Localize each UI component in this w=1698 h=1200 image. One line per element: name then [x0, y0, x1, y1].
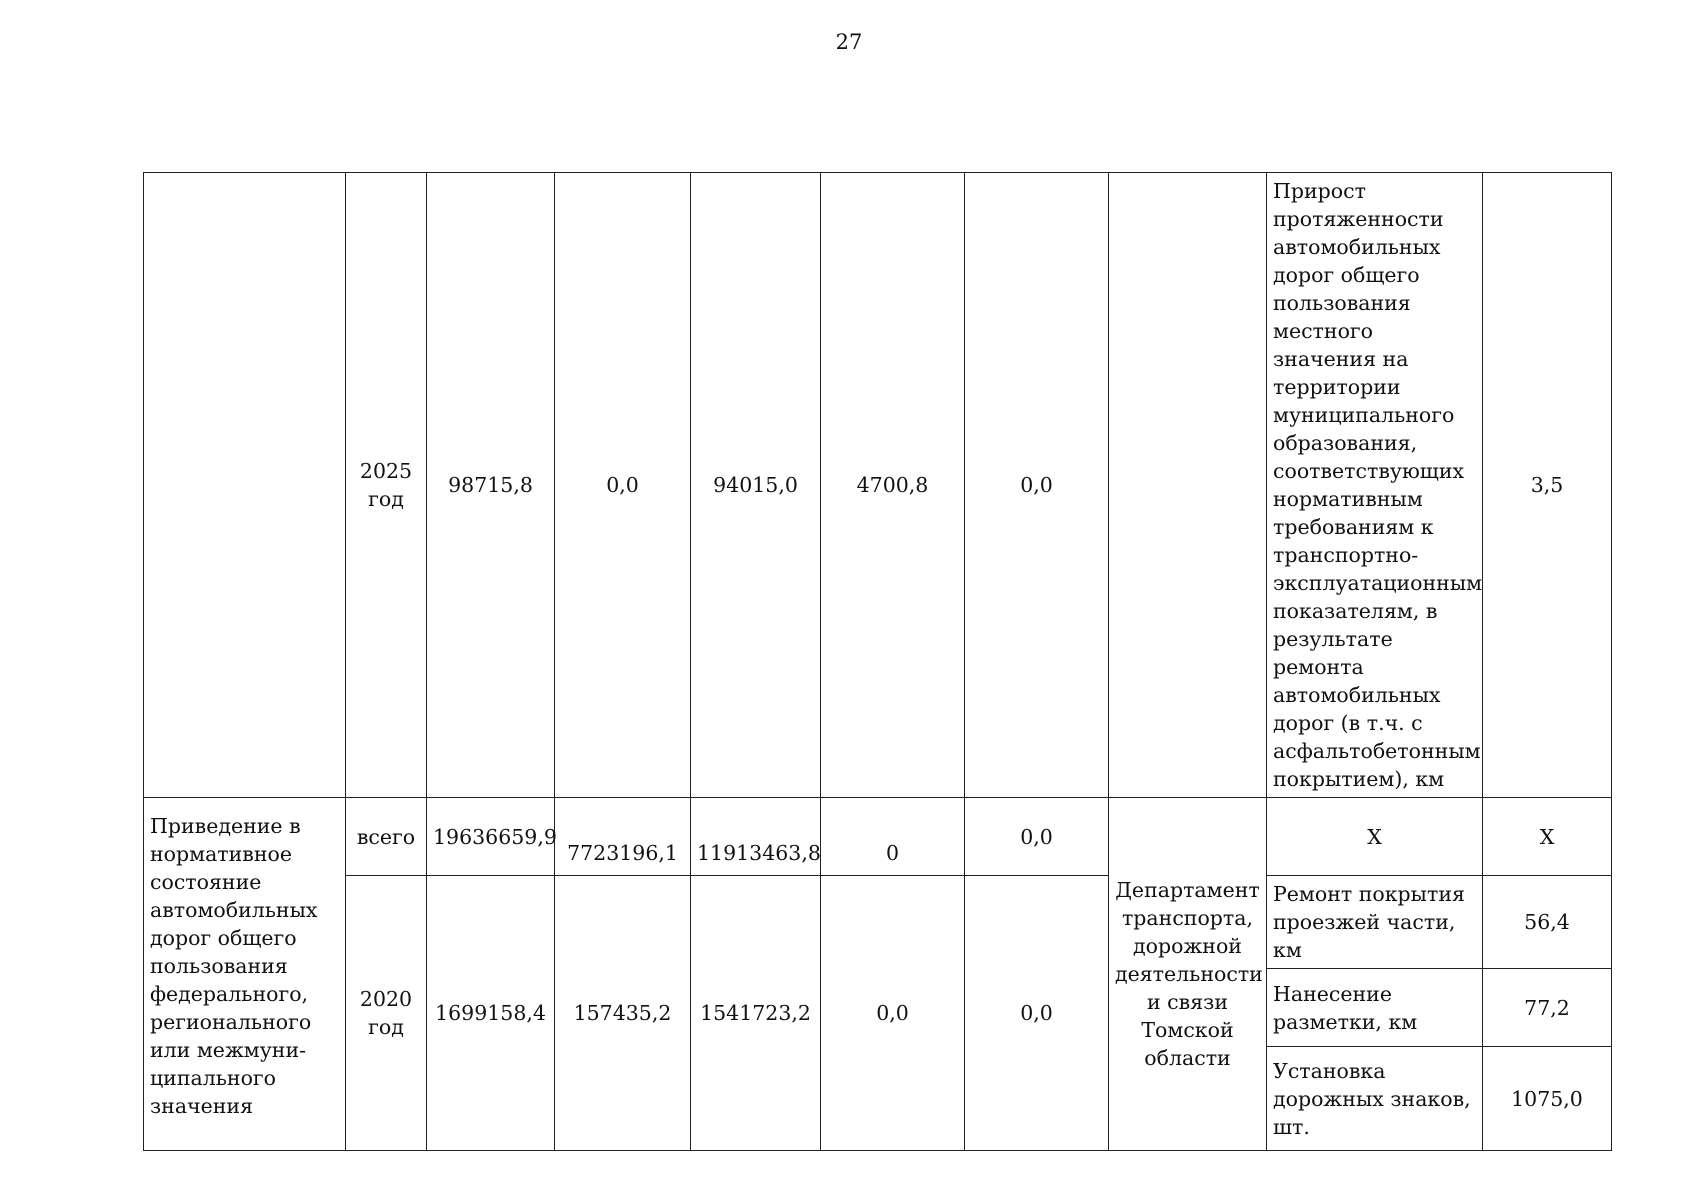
regional-budget-cell: 94015,0 [691, 173, 821, 798]
local-budget-cell: 0 [821, 798, 965, 876]
indicator-name-cell: Установка дорожных знаков, шт. [1267, 1047, 1483, 1151]
task-cell-empty [144, 173, 346, 798]
local-budget-cell: 4700,8 [821, 173, 965, 798]
other-sources-cell: 0,0 [965, 798, 1109, 876]
federal-budget-cell: 7723196,1 [555, 798, 691, 876]
page-number: 27 [835, 30, 863, 54]
federal-budget-cell: 0,0 [555, 173, 691, 798]
year-cell: 2025 год [346, 173, 427, 798]
table-row-2025 [144, 173, 1612, 798]
indicator-name-cell: Х [1267, 798, 1483, 876]
year-cell: 2020 год [346, 876, 427, 1151]
indicator-name-cell: Прирост протяженности автомобильных дорог общего пользования местного значения на территории муниципального образования, соответствующих нормативным требованиям к транспортно-эксплуатационным показателям, в результате ремонта автомобильных дорог (в т.ч. с асфальтобетонным покрытием), км [1267, 173, 1483, 798]
other-sources-cell: 0,0 [965, 173, 1109, 798]
indicator-value-cell: 77,2 [1483, 969, 1612, 1047]
indicator-name-cell: Нанесение разметки, км [1267, 969, 1483, 1047]
program-table [143, 172, 1612, 1151]
indicator-name-cell: Ремонт покрытия проезжей части, км [1267, 876, 1483, 969]
federal-budget-cell: 157435,2 [555, 876, 691, 1151]
responsible-cell [1109, 173, 1267, 798]
task-name-cell: Приведение в нормативное состояние автомобильных дорог общего пользования федерального, регионального или межмуни-ципального значения [144, 798, 346, 1151]
indicator-value-cell: 3,5 [1483, 173, 1612, 798]
total-cell: 19636659,9 [427, 798, 555, 876]
regional-budget-cell: 11913463,8 [691, 798, 821, 876]
responsible-cell: Департамент транспорта, дорожной деятельности и связи Томской области [1109, 798, 1267, 1151]
period-cell: всего [346, 798, 427, 876]
regional-budget-cell: 1541723,2 [691, 876, 821, 1151]
table-row-2020 [144, 876, 1612, 969]
indicator-value-cell: Х [1483, 798, 1612, 876]
other-sources-cell: 0,0 [965, 876, 1109, 1151]
indicator-value-cell: 56,4 [1483, 876, 1612, 969]
total-cell: 1699158,4 [427, 876, 555, 1151]
indicator-value-cell: 1075,0 [1483, 1047, 1612, 1151]
table-row-total [144, 798, 1612, 876]
local-budget-cell: 0,0 [821, 876, 965, 1151]
total-cell: 98715,8 [427, 173, 555, 798]
